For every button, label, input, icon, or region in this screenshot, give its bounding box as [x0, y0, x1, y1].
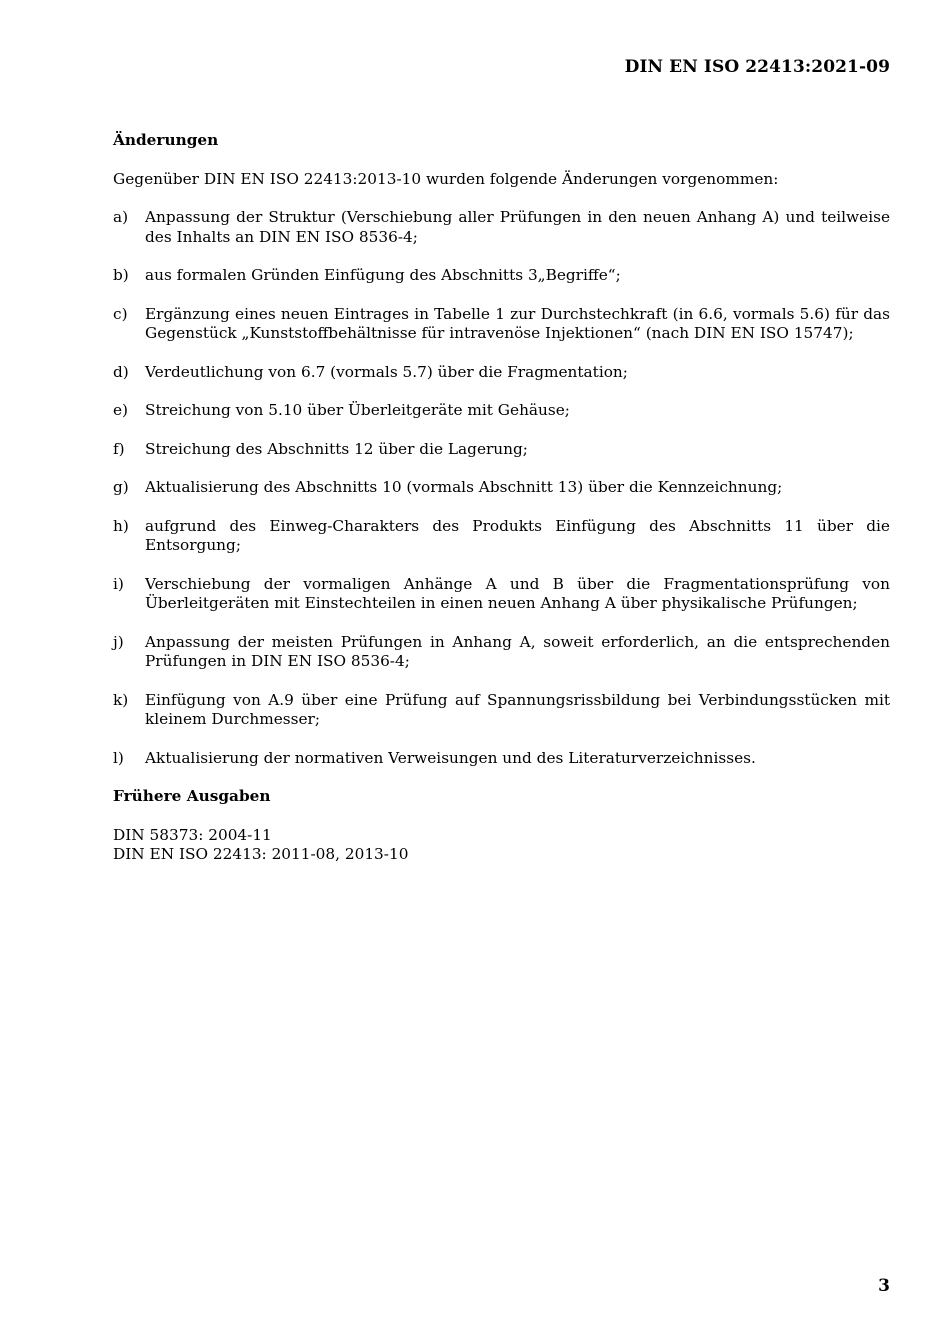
list-item — [113, 575, 890, 614]
list-item — [113, 401, 890, 421]
edition-line: DIN EN ISO 22413: 2011-08, 2013-10 — [113, 845, 409, 863]
list-marker: a) — [113, 208, 129, 226]
list-marker: l) — [113, 748, 124, 767]
list-item — [113, 440, 890, 460]
list-item — [113, 691, 890, 730]
list-item-text: aufgrund des Einweg-Charakters des Produkts Einfügung des Abschnitts 11 über die Entsorgung; — [145, 516, 890, 554]
page-content — [113, 131, 890, 865]
edition-line: DIN 58373: 2004-11 — [113, 825, 272, 844]
list-item-text: Streichung des Abschnitts 12 über die Lagerung; — [145, 439, 528, 458]
list-item — [113, 749, 890, 769]
list-item-text: Verdeutlichung von 6.7 (vormals 5.7) über die Fragmentation; — [145, 362, 628, 381]
list-item — [113, 305, 890, 344]
list-item-text: Aktualisierung der normativen Verweisungen und des Literaturverzeichnisses. — [145, 748, 756, 767]
list-item-text: Anpassung der Struktur (Verschiebung aller Prüfungen in den neuen Anhang A) und teilweise des Inhalts an DIN EN ISO 8536-4; — [145, 208, 890, 246]
list-item-text: Ergänzung eines neuen Eintrages in Tabelle 1 zur Durchstechkraft (in 6.6, vormals 5.6) für das Gegenstück „Kunststoffbehältnisse für intravenöse Injektionen“ (nach DIN EN ISO 15747); — [145, 304, 890, 342]
list-item-text: aus formalen Gründen Einfügung des Abschnitts 3„Begriffe“; — [145, 266, 621, 284]
list-item — [113, 633, 890, 672]
list-marker: j) — [113, 632, 124, 651]
list-item-text: Streichung von 5.10 über Überleitgeräte mit Gehäuse; — [145, 401, 570, 419]
list-item — [113, 208, 890, 247]
list-marker: e) — [113, 401, 129, 419]
changes-intro: Gegenüber DIN EN ISO 22413:2013-10 wurden folgende Änderungen vorgenommen: — [113, 169, 779, 188]
document-id: DIN EN ISO 22413:2021-09 — [624, 57, 890, 77]
list-marker: h) — [113, 516, 129, 535]
list-item-text: Einfügung von A.9 über eine Prüfung auf Spannungsrissbildung bei Verbindungsstücken mit kleinem Durchmesser; — [145, 690, 890, 728]
list-marker: b) — [113, 266, 129, 284]
list-marker: f) — [113, 439, 125, 458]
list-item — [113, 266, 890, 286]
list-item — [113, 363, 890, 383]
list-item — [113, 478, 890, 498]
list-item-text: Aktualisierung des Abschnitts 10 (vormals Abschnitt 13) über die Kennzeichnung; — [145, 478, 783, 496]
list-marker: c) — [113, 304, 128, 323]
list-item — [113, 517, 890, 556]
list-marker: g) — [113, 478, 129, 496]
list-marker: i) — [113, 574, 124, 593]
page-number: 3 — [878, 1276, 890, 1296]
list-marker: k) — [113, 690, 129, 709]
previous-editions-heading: Frühere Ausgaben — [113, 787, 271, 805]
previous-editions-list — [113, 826, 890, 865]
list-marker: d) — [113, 362, 129, 381]
changes-heading: Änderungen — [113, 131, 219, 149]
changes-list — [113, 208, 890, 768]
list-item-text: Verschiebung der vormaligen Anhänge A und B über die Fragmentationsprüfung von Überleitgeräten mit Einstechteilen in einen neuen Anhang A über physikalische Prüfungen; — [145, 574, 890, 612]
list-item-text: Anpassung der meisten Prüfungen in Anhang A, soweit erforderlich, an die entsprechenden Prüfungen in DIN EN ISO 8536-4; — [145, 632, 890, 670]
